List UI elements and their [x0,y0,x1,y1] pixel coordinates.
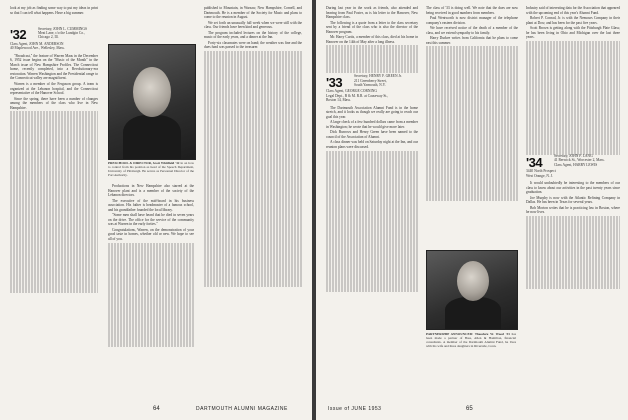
class-33-mark: '33 [326,74,343,90]
photo-caption-right [426,332,516,348]
text-block-filler [326,151,418,292]
portrait-face [133,67,171,117]
page-number-left: 64 [153,406,160,412]
caption-title: PARTNERSHIP ANNOUNCED: Theodore W. Wood '33 [426,332,510,336]
paragraph: Dick Burrows and Henry Green have been named to the council of the Association of Alumni. [326,130,418,139]
paragraph: published to Mountain, in Warsaw, New Hampshire, Cornell, and Dartmouth. He is a member of the Society for Music and plans to come to the reunion in August. [204,6,302,20]
text-block-filler [326,45,418,72]
right-column-2 [426,6,518,201]
paragraph: It would undoubtedly be interesting to the members of our class to know about our activities in the past twenty years since graduation. [526,181,620,195]
paragraph: Robert P. Conrad, Jr. is with the Nemours Company in their plant at Dow, and has been for the past five years. [526,16,620,25]
paragraph: During last year in the work as friends, also attended and hearing from Paul Foster, as is his letter to the Hanover, New Hampshire class. [326,6,418,20]
paragraph: "Some men shall have heard that he died in seven years on the drive. The office for the service of the community was at Warren in the early forties." [108,213,194,227]
class-32-mark: '32 [10,27,27,43]
paragraph: We set forth an unusually full week when we were still with the class. Our friends have been kind and generous. [204,20,302,30]
paragraph: Bob Morton writes that he is practicing law in Boston, where he now lives. [526,205,620,215]
portrait-photo-left [108,44,196,160]
caption-title: PRESCHOOL & DIRECTOR, Scott Whitfield '32 [108,161,180,165]
left-page [0,0,312,420]
class-34-secretary: Secretary, JOHN F. LANG 41 Berwick St., Worcester 2, Mass. Class Agent, HARRY LEWIS [554,154,605,167]
text-block-filler [10,111,98,293]
left-column-3 [204,6,302,287]
class-32-secretary: Secretary, JOHN L. CUMMINGS Meat Lane, c/o the Lundgin Co., Chicago 2, Ill. [38,26,87,40]
text-block-filler [108,243,194,348]
paragraph: The Dartmouth Association Alumni Fund is in the home stretch, and it looks as though we really are going to reach our goal this year. [326,105,418,119]
paragraph: Congratulations, Warren, on the demonstration of your good taste in homes, whether old or new. We hope to see all of you. [108,227,194,242]
class-32-body [10,54,98,111]
class-33-secretary: Secretary, HENRY F. GREEN Jr. 211 Greenberry Street, South Yarmouth, N.Y. [354,74,402,88]
right-page [316,0,628,420]
paragraph: The program included lectures on the history of the college, music of the early years, and a dinner at the Inn. [204,30,302,40]
paragraph: A class dinner was held on Saturday night at the Inn, and our reunion plans were discussed. [326,140,418,150]
portrait-face [457,261,489,301]
portrait-suit [445,297,501,329]
magazine-footer: DARTMOUTH ALUMNI MAGAZINE [196,406,288,412]
intro-text: look at my job as finding some way to put my ideas in print so that I can tell what happens. Have a big summer. [10,6,98,15]
paragraph: Harry Durkee writes from California that he plans to come east this summer. [426,36,518,45]
portrait-photo-right [426,250,518,330]
photo-caption-left [108,161,194,177]
text-block-filler [526,41,620,155]
text-block-filler [526,216,620,289]
class-34-body [526,181,620,215]
text-block-filler [204,51,302,287]
class-34-mark: '34 [526,154,543,170]
class-33-body [326,106,418,150]
left-column-1: look at my job as finding some way to put my ideas in print so that I can tell what happens. Have a big summer. '32 Secretary, JOHN L. CUMMINGS Meat Lane, c/o the Lundgin Co., Chicago 2, Ill. Class Agent, JOHN M. ANDERSON 40 Maplewood Ave., Wellesley, Mass. "Broadcast," the feature of Warren Maas in the December 6, 1952 issue begins on the "Music of the Month" in the March issue of New Hampshire Profiles. The Connecticut home, recently completed, into a Revolutionary-era restoration. Warren Washington and the Presidential range to the Connecticut valley are magnificent. Warren is a member of the Ferguson group. A team is organized at the Lebanon hospital, and the Connecticut representative of the Hanover School. Since the spring, there have been a number of changes among the members of the class who live in New Hampshire. [10,6,98,293]
paragraph: A large check of a few hundred dollars came from a member in Washington; he wrote that he would give more later. [326,120,418,129]
paragraph: Scott Brown is getting along with the Pittsburgh Plate Glass; he has been living in Ohio and Michigan over the last three years. [526,26,620,40]
paragraph: The class of '33 is doing well. We note that the dues are now being received in good numbers from members. [426,6,518,15]
caption-text: has been made a partner of Bass, Allen & Hamilton, financial consultants. A member of the Dartmouth Alumni Fund, he lives with his wife and three daughters in Riverside, Conn. [426,332,516,349]
paragraph: Mr. Harry Curtis, a member of this class, died at his home in Hanover on the 14th of May after a long illness. [326,35,418,44]
paragraph: Forty-six classmates were on hand; the weather was fine and the dues fund was passed to the treasurer. [204,40,302,50]
caption-text: in on how to control from his position as head of the Speech Department, University of Pittsburgh. He serves as Personnel Director of the Port Authority. [108,161,194,178]
paragraph: Productions in New Hampshire also starred at the Hanover plant and is a member of the society of the Lebanon directors. [108,184,194,198]
portrait-suit [123,115,181,159]
paragraph: Joe Murphy is now with the Atlantic Refining Company in Dallas. He has been in Texas for several years. [526,195,620,205]
left-column-2 [108,184,194,347]
paragraph: Warren is a member of the Ferguson group. A team is organized at the Lebanon hospital, and the Connecticut representative of the Hanover School. [10,81,98,96]
paragraph: Paul Wentworth is now district manager of the telephone company's eastern division. [426,16,518,25]
right-column-1: During last year in the work as friends, also attended and hearing from Paul Foster, as is his letter to the Hanover, New Hampshire class. The following is a quote from a letter to the class secretary sent by a friend of the class who is also the director of the Hanover program. Mr. Harry Curtis, a member of this class, died at his home in Hanover on the 14th of May after a long illness. '33 Secretary, HENRY F. GREEN Jr. 211 Greenberry Street, South Yarmouth, N.Y. Class Agent, GEORGE CORNING Legal Dept., B & M. R.R. at Causeway St., Boston 14, Mass. The Dartmouth Association Alumni Fund is in the home stretch, and it looks as though we really are going to reach our goal this year. A large check of a few hundred dollars came from a member in Washington; he wrote that he would give more later. Dick Burrows and Henry Green have been named to the council of the Association of Alumni. A class dinner was held on Saturday night at the Inn, and our reunion plans were discussed. [326,6,418,292]
paragraph: Industry said of interesting data for the Association that appeared with the upcoming end of this year's Alumni Fund. [526,6,620,15]
paragraph: Since the spring, there have been a number of changes among the members of the class who live in New Hampshire. [10,96,98,110]
page-number-right: 65 [466,406,473,412]
paragraph: The executive of the mid-board in his business association. His father is headmaster of a famous school, and his grandfather founded the local library. [108,198,194,212]
issue-footer: Issue of JUNE 1953 [328,406,382,412]
paragraph: We have received notice of the death of a member of the class, and we extend sympathy to his family. [426,26,518,35]
paragraph: The following is a quote from a letter to the class secretary sent by a friend of the class who is also the director of the Hanover program. [326,20,418,34]
paragraph: "Broadcast," the feature of Warren Maas in the December 6, 1952 issue begins on the "Music of the Month" in the March issue of New Hampshire Profiles. The Connecticut home, recently completed, into a Revolutionary-era restoration. Warren Washington and the Presidential range to the Connecticut valley are magnificent. [10,53,98,81]
right-column-3: Industry said of interesting data for the Association that appeared with the upcoming end of this year's Alumni Fund. Robert P. Conrad, Jr. is with the Nemours Company in their plant at Dow, and has been for the past five years. Scott Brown is getting along with the Pittsburgh Plate Glass; he has been living in Ohio and Michigan over the last three years. '34 Secretary, JOHN F. LANG 41 Berwick St., Worcester 2, Mass. Class Agent, HARRY LEWIS 3440 North Prospect West Orange, N. J. It would undoubtedly be interesting to the members of our class to know about our activities in the past twenty years since graduation. Joe Murphy is now with the Atlantic Refining Company in Dallas. He has been in Texas for several years. Bob Morton writes that he is practicing law in Boston, where he now lives. [526,6,620,289]
text-block-filler [426,46,518,201]
